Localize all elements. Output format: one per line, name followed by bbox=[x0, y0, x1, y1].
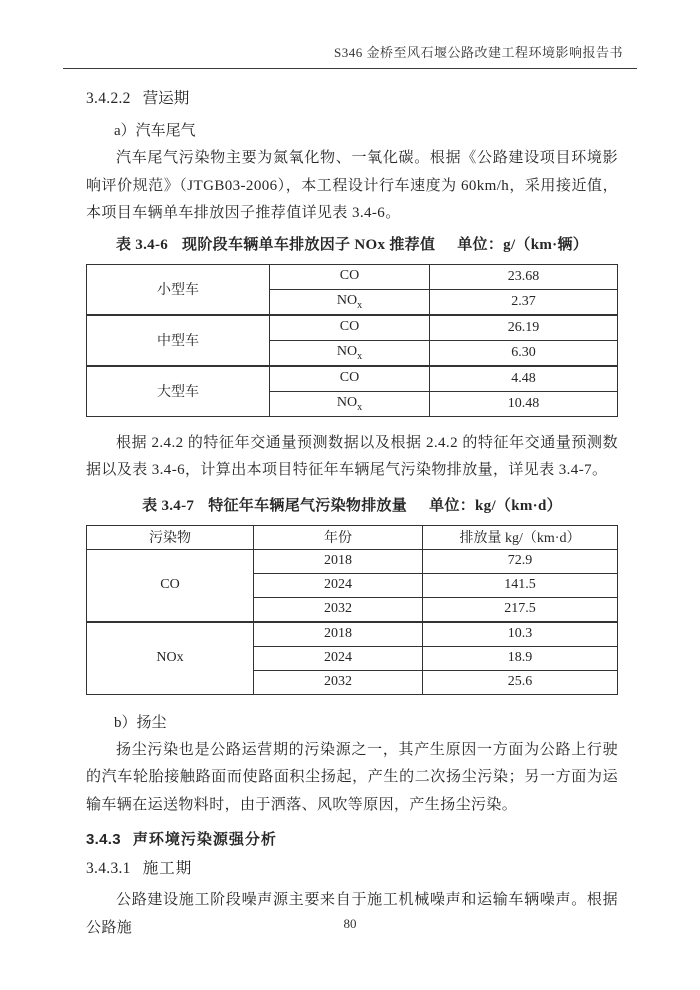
header-title: S346 金桥至风石堰公路改建工程环境影响报告书 bbox=[334, 45, 623, 60]
caption-title: 现阶段车辆单车排放因子 NOx 推荐值 bbox=[182, 236, 436, 253]
cell-year: 2024 bbox=[254, 646, 423, 670]
section-title: 营运期 bbox=[142, 90, 190, 107]
cell-value: 25.6 bbox=[423, 670, 618, 694]
table-3-4-7-caption bbox=[86, 494, 618, 518]
caption-title: 特征年车辆尾气污染物排放量 bbox=[208, 497, 408, 514]
table-row bbox=[87, 549, 618, 573]
cell-value: 141.5 bbox=[423, 573, 618, 597]
cell-value: 6.30 bbox=[430, 340, 618, 366]
cell-value: 23.68 bbox=[430, 264, 618, 289]
cell-year: 2024 bbox=[254, 573, 423, 597]
cell-vehicle-large: 大型车 bbox=[87, 366, 270, 417]
cell-pollutant: $NO_x$ bbox=[270, 391, 430, 416]
cell-value: 4.48 bbox=[430, 366, 618, 392]
table-3-4-6-caption bbox=[86, 233, 618, 257]
cell-value: 26.19 bbox=[430, 315, 618, 341]
paragraph-noise: 公路建设施工阶段噪声源主要来自于施工机械噪声和运输车辆噪声。根据公路施 bbox=[86, 892, 618, 936]
section-heading-3-4-3-1 bbox=[86, 857, 618, 881]
section-number: 3.4.3 bbox=[86, 831, 121, 848]
list-item-b: b）扬尘 bbox=[114, 714, 167, 731]
paragraph-dust: 扬尘污染也是公路运营期的污染源之一，其产生原因一方面为公路上行驶的汽车轮胎接触路面而使路面积尘扬起，产生的二次扬尘污染；另一方面为运输车辆在运送物料时，由于洒落、风吹等原因，产生扬尘污染。 bbox=[86, 741, 618, 813]
page-number: 80 bbox=[343, 916, 357, 931]
cell-pollutant-nox: NOx bbox=[87, 622, 254, 695]
page-header bbox=[63, 42, 637, 69]
section-number: 3.4.3.1 bbox=[86, 860, 131, 877]
table-row bbox=[87, 366, 618, 392]
paragraph-traffic: 根据 2.4.2 的特征年交通量预测数据以及根据 2.4.2 的特征年交通量预测数据以及表 3.4-6，计算出本项目特征年车辆尾气污染物排放量，详见表 3.4-7。 bbox=[86, 434, 618, 478]
cell-vehicle-small: 小型车 bbox=[87, 264, 270, 315]
cell-value: 217.5 bbox=[423, 597, 618, 622]
cell-pollutant: CO bbox=[270, 264, 430, 289]
table-3-4-7 bbox=[86, 525, 618, 695]
cell-pollutant: CO bbox=[270, 366, 430, 392]
header-emission: 排放量 kg/（km·d） bbox=[423, 525, 618, 549]
table-header-row bbox=[87, 525, 618, 549]
section-heading-3-4-3 bbox=[86, 828, 618, 852]
page-footer bbox=[0, 916, 700, 932]
section-heading-3-4-2-2 bbox=[86, 88, 618, 110]
cell-year: 2018 bbox=[254, 549, 423, 573]
page-content bbox=[86, 88, 618, 942]
caption-label: 表 3.4-7 bbox=[142, 497, 195, 514]
cell-value: 10.3 bbox=[423, 622, 618, 647]
cell-pollutant-co: CO bbox=[87, 549, 254, 622]
table-row bbox=[87, 264, 618, 289]
table-row bbox=[87, 622, 618, 647]
header-pollutant: 污染物 bbox=[87, 525, 254, 549]
header-year: 年份 bbox=[254, 525, 423, 549]
list-item-a: a）汽车尾气 bbox=[114, 123, 196, 139]
cell-value: 10.48 bbox=[430, 391, 618, 416]
cell-pollutant: $NO_x$ bbox=[270, 289, 430, 315]
paragraph-exhaust: 汽车尾气污染物主要为氮氧化物、一氧化碳。根据《公路建设项目环境影响评价规范》（JTGB03-2006），本工程设计行车速度为 60km/h，采用接近值，本项目车辆单车排放因子推荐值详见表 3.4-6。 bbox=[86, 150, 618, 221]
cell-value: 72.9 bbox=[423, 549, 618, 573]
cell-pollutant: $NO_x$ bbox=[270, 340, 430, 366]
cell-year: 2032 bbox=[254, 670, 423, 694]
cell-pollutant: CO bbox=[270, 315, 430, 341]
cell-value: 18.9 bbox=[423, 646, 618, 670]
section-title: 施工期 bbox=[142, 860, 193, 877]
section-number: 3.4.2.2 bbox=[86, 90, 131, 107]
cell-year: 2018 bbox=[254, 622, 423, 647]
caption-unit: 单位：g/（km·辆） bbox=[457, 236, 589, 253]
cell-vehicle-medium: 中型车 bbox=[87, 315, 270, 366]
section-title: 声环境污染源强分析 bbox=[132, 831, 277, 848]
caption-unit: 单位：kg/（km·d） bbox=[429, 497, 562, 514]
cell-value: 2.37 bbox=[430, 289, 618, 315]
table-3-4-6 bbox=[86, 264, 618, 417]
cell-year: 2032 bbox=[254, 597, 423, 622]
table-row bbox=[87, 315, 618, 341]
caption-label: 表 3.4-6 bbox=[115, 236, 169, 253]
